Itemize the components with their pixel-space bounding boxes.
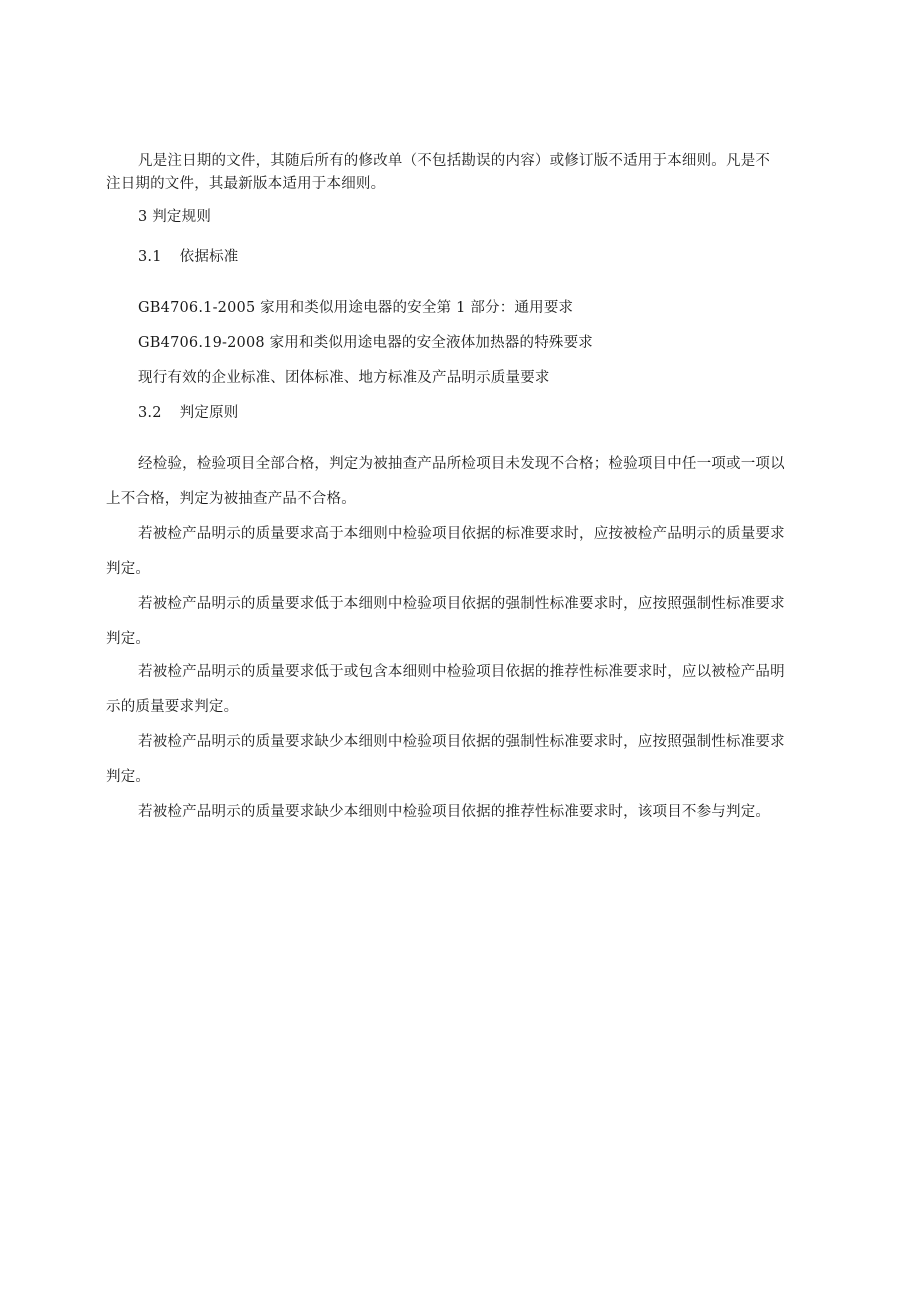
section-3-1-heading <box>138 247 238 267</box>
section-3-2-heading <box>138 403 238 423</box>
standard-item: 现行有效的企业标准、团体标准、地方标准及产品明示质量要求 <box>138 370 550 386</box>
standard-item: GB4706.19-2008 家用和类似用途电器的安全液体加热器的特殊要求 <box>138 335 594 351</box>
principle-4-line2: 示的质量要求判定。 <box>106 699 239 715</box>
principle-6-line1: 若被检产品明示的质量要求缺少本细则中检验项目依据的推荐性标准要求时，该项目不参与判定。 <box>138 804 771 820</box>
section-3-heading: 3 判定规则 <box>138 209 212 225</box>
principle-4-line1: 若被检产品明示的质量要求低于或包含本细则中检验项目依据的推荐性标准要求时，应以被检产品明 <box>138 664 785 680</box>
intro-para-line2: 注日期的文件，其最新版本适用于本细则。 <box>106 176 386 192</box>
section-3-2-number: 3.2 <box>138 405 162 421</box>
intro-para-line1: 凡是注日期的文件，其随后所有的修改单（不包括勘误的内容）或修订版不适用于本细则。凡是不 <box>138 153 771 169</box>
principle-5-line2: 判定。 <box>106 769 151 785</box>
principle-3-line2: 判定。 <box>106 631 151 647</box>
section-3-1-title: 依据标准 <box>179 249 239 265</box>
principle-1-line2: 上不合格，判定为被抽查产品不合格。 <box>106 491 356 507</box>
principle-2-line1: 若被检产品明示的质量要求高于本细则中检验项目依据的标准要求时，应按被检产品明示的质量要求 <box>138 526 785 542</box>
principle-2-line2: 判定。 <box>106 561 151 577</box>
section-3-2-title: 判定原则 <box>179 405 239 421</box>
principle-3-line1: 若被检产品明示的质量要求低于本细则中检验项目依据的强制性标准要求时，应按照强制性标准要求 <box>138 596 785 612</box>
principle-5-line1: 若被检产品明示的质量要求缺少本细则中检验项目依据的强制性标准要求时，应按照强制性标准要求 <box>138 734 785 750</box>
standard-item: GB4706.1-2005 家用和类似用途电器的安全第 1 部分：通用要求 <box>138 300 574 316</box>
section-3-1-number: 3.1 <box>138 249 162 265</box>
principle-1-line1: 经检验，检验项目全部合格，判定为被抽查产品所检项目未发现不合格；检验项目中任一项或一项以 <box>138 456 785 472</box>
